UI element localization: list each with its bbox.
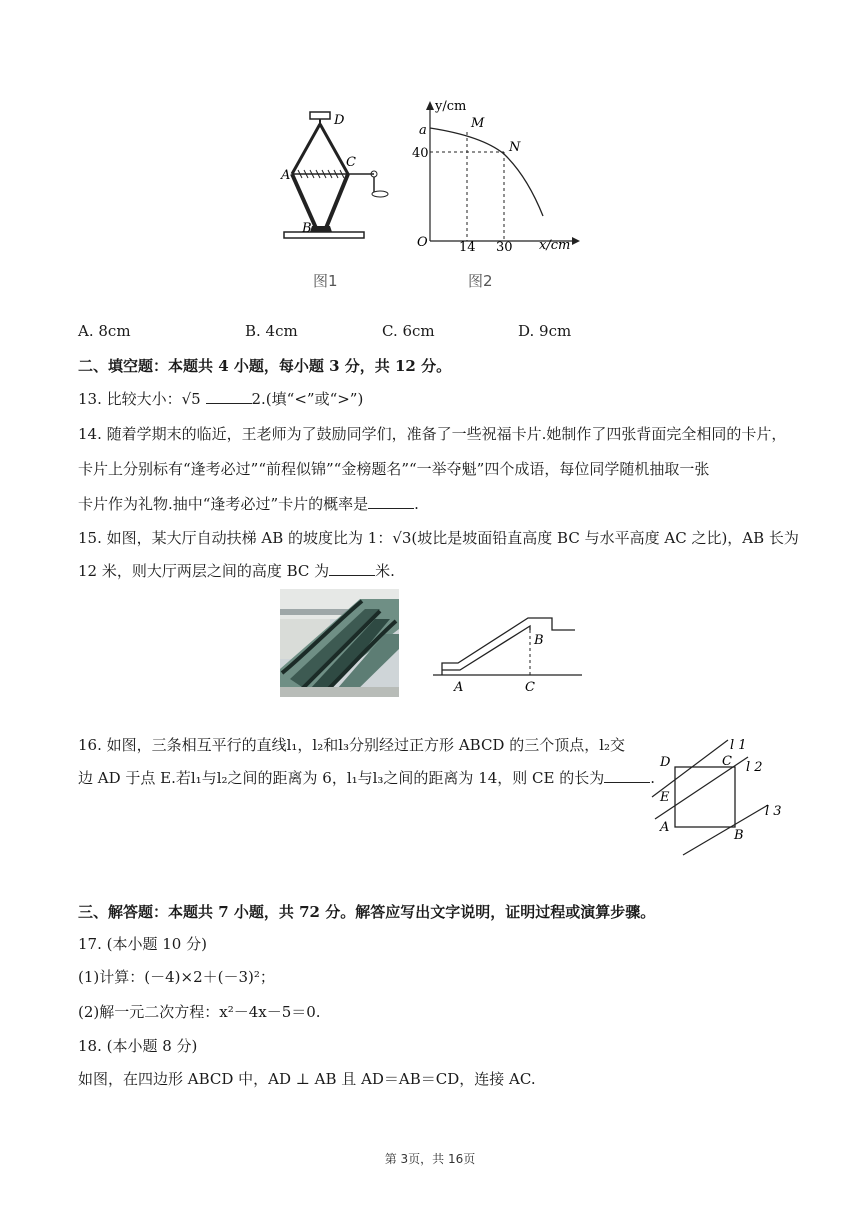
q15-line-2-before: 12 米，则大厅两层之间的高度 BC 为	[78, 562, 330, 580]
q16-label-a: A	[660, 820, 670, 835]
question-17-part-2: (2)解一元二次方程：x²－4x－5＝0.	[78, 1003, 321, 1021]
q15-label-b: B	[534, 633, 544, 648]
question-13	[78, 389, 363, 409]
question-15-line-2	[78, 561, 395, 581]
fig1-label-c: C	[346, 155, 356, 170]
fig1-label-b: B	[302, 221, 312, 236]
figure-1-jack	[270, 108, 400, 248]
q16-label-c: C	[722, 754, 732, 769]
fig2-tick-14: 14	[459, 240, 476, 255]
figure-2-graph	[412, 96, 584, 260]
q16-line-2-after: .	[650, 769, 656, 787]
fig2-tick-30: 30	[496, 240, 513, 255]
figure-1-caption: 图1	[313, 272, 338, 290]
q16-line-2-before: 边 AD 于点 E.若l₁与l₂之间的距离为 6，l₁与l₃之间的距离为 14，则 CE 的长为	[78, 769, 605, 787]
page-footer: 第 3页，共 16页	[384, 1152, 476, 1166]
q15-label-a: A	[454, 680, 464, 695]
question-14-line-1: 14. 随着学期末的临近，王老师为了鼓励同学们，准备了一些祝福卡片.她制作了四张背面完全相同的卡片，	[78, 425, 787, 443]
question-18-title: 18. (本小题 8 分)	[78, 1037, 198, 1055]
option-b: B. 4cm	[245, 322, 298, 340]
q16-label-l2: l 2	[746, 760, 763, 775]
question-17-part-1: (1)计算：(－4)×2＋(－3)²；	[78, 968, 275, 986]
fig2-label-a: a	[419, 123, 427, 138]
q14-line-3-after: .	[414, 495, 419, 513]
section-2-heading: 二、填空题：本题共 4 小题，每小题 3 分，共 12 分。	[78, 357, 452, 375]
fig2-label-40: 40	[412, 146, 429, 161]
question-16-line-1: 16. 如图，三条相互平行的直线l₁，l₂和l₃分别经过正方形 ABCD 的三个顶点，l₂交	[78, 736, 626, 754]
figure-2-caption: 图2	[468, 272, 493, 290]
fig2-label-m: M	[471, 116, 485, 131]
q16-label-b: B	[734, 828, 744, 843]
question-14-line-2: 卡片上分别标有“逢考必过”“前程似锦”“金榜题名”“一举夺魁”四个成语，每位同学随机抽取一张	[78, 460, 710, 478]
q16-label-d: D	[660, 755, 671, 770]
fig2-x-axis-label: x/cm	[539, 238, 571, 253]
escalator-photo	[280, 589, 399, 697]
q13-text-before: 13. 比较大小：√5	[78, 390, 206, 408]
question-17-title: 17. (本小题 10 分)	[78, 935, 207, 953]
fig1-label-d: D	[334, 113, 345, 128]
q13-answer-blank	[206, 389, 252, 404]
question-18-line-1: 如图，在四边形 ABCD 中，AD ⊥ AB 且 AD＝AB＝CD，连接 AC.	[78, 1070, 536, 1088]
q16-label-l1: l 1	[730, 738, 747, 753]
q15-label-c: C	[525, 680, 535, 695]
question-16-line-2	[78, 768, 655, 788]
option-d: D. 9cm	[518, 322, 572, 340]
fig2-label-n: N	[509, 140, 521, 155]
fig2-label-o: O	[417, 235, 428, 250]
fig1-label-a: A	[281, 168, 291, 183]
q16-square-diagram	[650, 735, 790, 860]
q15-escalator-diagram	[430, 610, 585, 696]
q14-answer-blank	[368, 494, 414, 509]
option-a: A. 8cm	[78, 322, 131, 340]
q16-answer-blank	[604, 768, 650, 783]
q13-text-after: 2.(填“<”或“>”)	[251, 390, 364, 408]
option-c: C. 6cm	[382, 322, 435, 340]
fig2-y-axis-label: y/cm	[435, 99, 467, 114]
question-14-line-3	[78, 494, 419, 514]
q16-label-l3: l 3	[765, 804, 782, 819]
question-15-line-1: 15. 如图，某大厅自动扶梯 AB 的坡度比为 1：√3(坡比是坡面铅直高度 BC 与水平高度 AC 之比)，AB 长为	[78, 529, 799, 547]
q14-line-3-before: 卡片作为礼物.抽中“逢考必过”卡片的概率是	[78, 495, 369, 513]
section-3-heading: 三、解答题：本题共 7 小题，共 72 分。解答应写出文字说明，证明过程或演算步骤。	[78, 903, 656, 921]
q15-answer-blank	[329, 561, 375, 576]
q16-label-e: E	[660, 790, 670, 805]
q15-line-2-after: 米.	[375, 562, 395, 580]
